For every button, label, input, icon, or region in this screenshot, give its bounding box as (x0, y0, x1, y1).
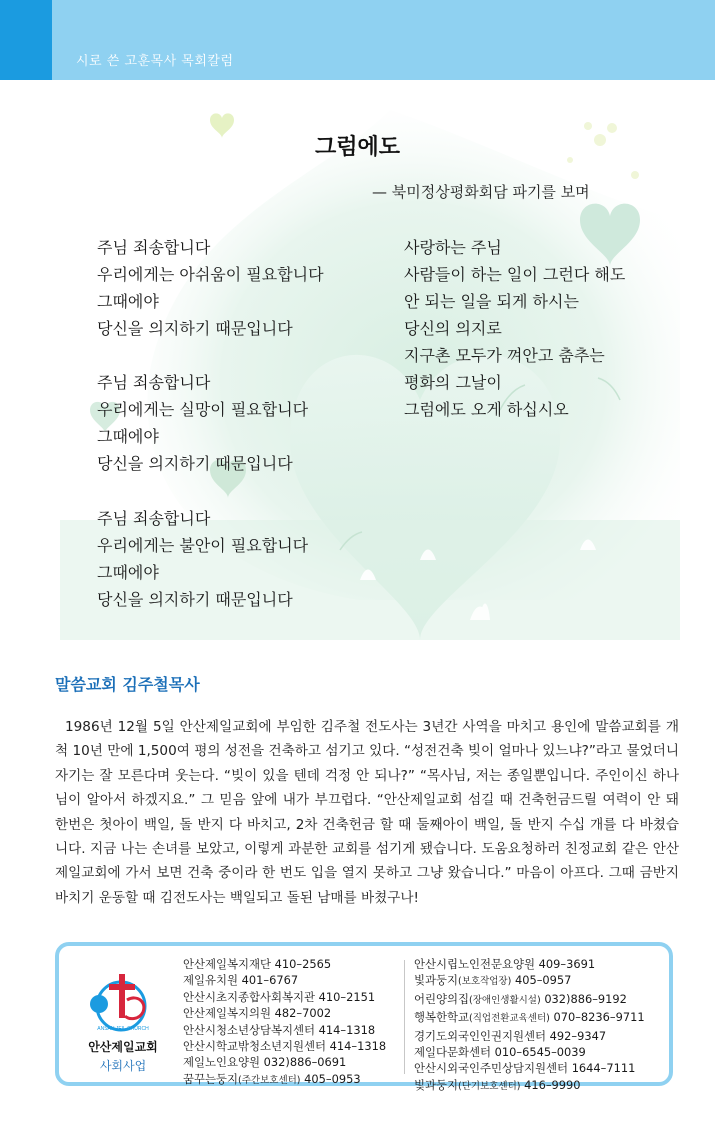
poem-subtitle: — 북미정상평화회담 파기를 보며 (372, 183, 590, 201)
article-body: 1986년 12월 5일 안산제일교회에 부임한 김주철 전도사는 3년간 사역을 마치고 용인에 말씀교회를 개척 10년 만에 1,500여 평의 성전을 건축하고 섬기고 있다. “성전건축 빚이 얼마나 있느냐?”라고 물었더니 자기는 잘 모른다며 웃는다. “빚이 있을 텐데 걱정 안 되나?” “목사님, 저는 종일뿐입니다. 주인이신 하나님이 알아서 하겠지요.” 그 믿음 앞에 내가 부끄럽다. “안산제일교회 섬길 때 건축헌금드릴 여력이 안 돼 한번은 첫아이 백일, 돌 반지 다 바치고, 2차 건축헌금 할 때 둘째아이 백일, 돌 반지 수십 개를 다 바쳤습니다. 지금 나는 손녀를 보았고, 이렇게 과분한 교회를 섬기게 됐습니다. 도움요청하러 친정교회 같은 안산제일교회에 가서 보면 건축 중이라 한 번도 입을 열지 못하고 그냥 왔습니다.” 마음이 아프다. 그때 금반지 바치기 운동할 때 김전도사는 백일되고 돌된 남매를 바쳤구나! (55, 719, 679, 906)
poem-line: 당신을 의지하기 때문입니다 (97, 590, 293, 609)
contact-name: 안산시청소년상담복지센터 (183, 1022, 316, 1037)
contact-item (183, 989, 386, 1005)
contact-item (183, 1022, 386, 1038)
contact-name: 경기도외국인인권지원센터 (414, 1028, 547, 1043)
contact-name: 빛과둥지 (414, 1077, 459, 1092)
contact-phone: 410–2151 (318, 989, 376, 1004)
poem-line: 평화의 그날이 (404, 373, 502, 392)
poem-stanza-right (404, 234, 625, 423)
contact-phone: 010–6545–0039 (494, 1045, 586, 1060)
poem-line: 사람들이 하는 일이 그런다 해도 (404, 265, 626, 284)
church-emblem-icon (81, 968, 165, 1038)
contact-item (414, 972, 645, 990)
poem-line: 그때에야 (97, 563, 159, 582)
poem-line: 지구촌 모두가 껴안고 춤추는 (404, 346, 605, 365)
logo-subtitle: 사회사업 (99, 1059, 147, 1073)
contact-note: (주간보호센터) (238, 1074, 301, 1086)
contact-phone: 410–2565 (274, 957, 332, 971)
contact-phone: 405–0953 (304, 1071, 361, 1086)
poem-stanza-1 (97, 234, 324, 342)
poem-line: 우리에게는 실망이 필요합니다 (97, 400, 309, 419)
contact-phone: 1644–7111 (571, 1061, 636, 1076)
header-accent (0, 0, 52, 80)
contact-item (414, 1077, 645, 1095)
contact-name: 안산제일복지재단 (183, 957, 272, 971)
contact-phone: 482–7002 (274, 1006, 332, 1021)
contact-item (414, 956, 645, 972)
poem-line: 당신을 의지하기 때문입니다 (97, 454, 293, 473)
contact-item (183, 1005, 386, 1021)
poem-line: 당신을 의지하기 때문입니다 (97, 319, 293, 338)
contact-name: 안산시외국인주민상담지원센터 (414, 1061, 569, 1076)
contact-item (414, 991, 645, 1009)
contact-phone: 414–1318 (329, 1039, 387, 1054)
column-divider (404, 960, 405, 1074)
contact-name: 꿈꾸는둥지 (183, 1071, 239, 1086)
contact-phone: 409–3691 (538, 957, 596, 971)
contact-name: 빛과둥지 (414, 973, 459, 988)
poem-line: 주님 죄송합니다 (97, 238, 211, 257)
contact-item (183, 1054, 386, 1070)
contact-name: 제일노인요양원 (183, 1055, 261, 1070)
contact-phone: 070–8236–9711 (553, 1010, 645, 1025)
contact-name: 안산시립노인전문요양원 (414, 957, 536, 971)
contact-item (414, 1060, 645, 1076)
poem-stanza-3 (97, 505, 308, 613)
poem-line: 당신의 의지로 (404, 319, 502, 338)
poem-line: 사랑하는 주님 (404, 238, 502, 257)
contact-note: (단기보호센터) (458, 1080, 521, 1092)
contact-phone: 492–9347 (549, 1028, 607, 1043)
contact-phone: 401–6767 (241, 973, 299, 988)
contact-name: 안산시초지종합사회복지관 (183, 989, 316, 1004)
contact-directory (55, 942, 673, 1092)
contact-phone: 414–1318 (318, 1022, 376, 1037)
logo-name: 안산제일교회 (88, 1040, 158, 1054)
contact-name: 제일유치원 (183, 973, 239, 988)
contact-phone: 032)886–9192 (544, 991, 627, 1006)
contact-note: (직업전환교육센터) (469, 1013, 550, 1025)
article-author: 말씀교회 김주철목사 (55, 675, 200, 694)
contact-item (183, 1071, 386, 1089)
contact-name: 행복한학교 (414, 1010, 470, 1025)
contact-item (183, 956, 386, 972)
contact-item (183, 972, 386, 988)
poem-title: 그럼에도 (314, 135, 400, 160)
poem-line: 주님 죄송합니다 (97, 373, 211, 392)
contact-list-left (183, 956, 386, 1089)
poem-line: 안 되는 일을 되게 하시는 (404, 292, 579, 311)
poem-line: 주님 죄송합니다 (97, 509, 211, 528)
contact-name: 안산시학교밖청소년지원센터 (183, 1039, 327, 1054)
contact-note: (보호작업장) (458, 976, 512, 988)
contact-item (414, 1028, 645, 1044)
poem-line: 그때에야 (97, 292, 159, 311)
contact-phone: 405–0957 (514, 973, 572, 988)
contact-list-right (414, 956, 645, 1095)
church-logo (81, 968, 165, 1073)
contact-name: 어린양의집 (414, 991, 470, 1006)
contact-name: 제일다문화센터 (414, 1045, 492, 1060)
poem-line: 우리에게는 아쉬움이 필요합니다 (97, 265, 324, 284)
contact-phone: 032)886–0691 (263, 1055, 347, 1070)
poem-line: 그럼에도 오게 하십시오 (404, 400, 569, 419)
contact-item (414, 1044, 645, 1060)
logo-emblem-text: ANSAN JEIL CHURCH (97, 1026, 149, 1032)
poem-stanza-2 (97, 369, 308, 477)
poem-line: 그때에야 (97, 427, 159, 446)
section-title: 시로 쓴 고훈목사 목회칼럼 (76, 54, 234, 69)
poem-line: 우리에게는 불안이 필요합니다 (97, 536, 309, 555)
contact-note: (장애인생활시설) (469, 994, 541, 1006)
contact-phone: 416–9990 (524, 1077, 581, 1092)
contact-item (414, 1009, 645, 1027)
contact-item (183, 1038, 386, 1054)
contact-name: 안산제일복지의원 (183, 1006, 272, 1021)
